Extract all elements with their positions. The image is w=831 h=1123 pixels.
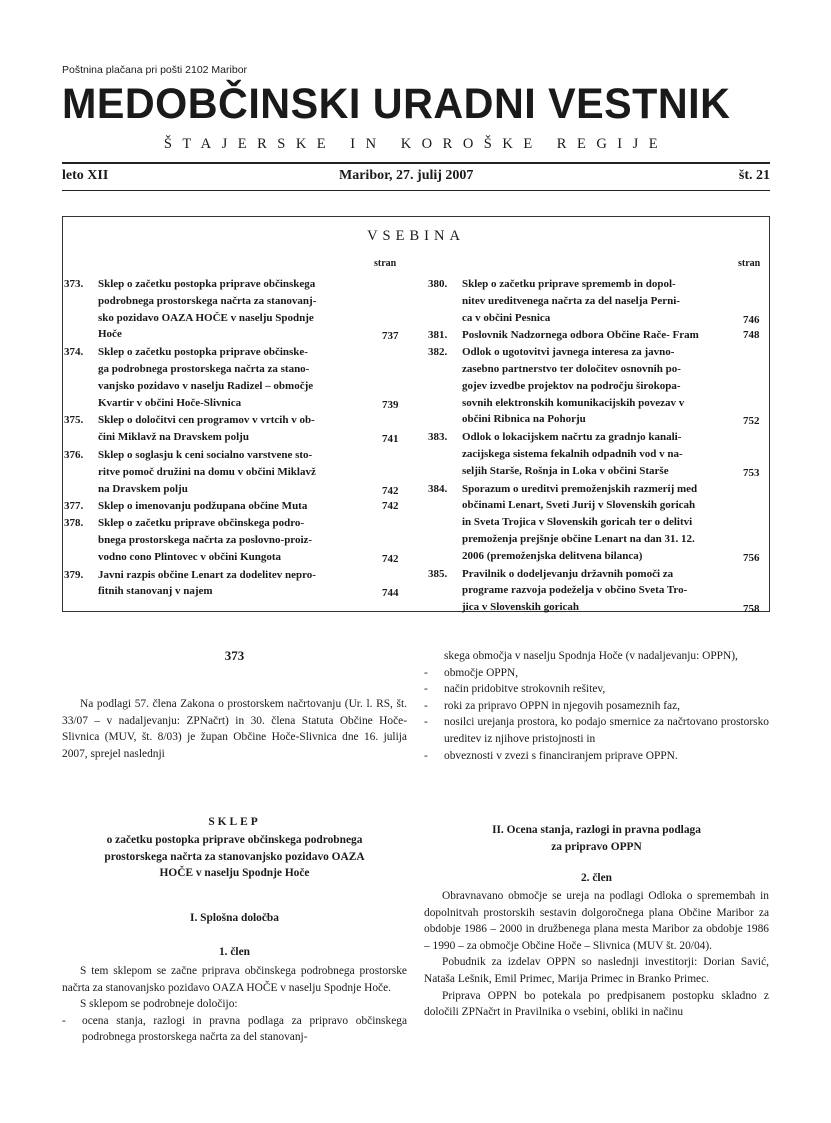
toc-entry-page: 741 [382,433,399,446]
header-rule-top [62,162,770,164]
list-item: - roki za pripravo OPPN in njegovih posameznih faz, [424,699,680,712]
list-item-text: nosilci urejanja prostora, ko podajo smernice za načrtovano prostorsko ureditev iz njihove pristojnosti in [444,716,769,745]
toc-entry-text: Sklep o začetku priprave občinskega podro- [98,517,305,530]
toc-entry-text: Javni razpis občine Lenart za dodelitev nepro- [98,568,316,581]
toc-entry-text: zasebno partnerstvo ter določitev osnovnih po- [462,362,681,375]
toc-entry-text: gojev izvedbe projektov na področju širokopa- [462,379,681,392]
toc-stran-label-left: stran [374,258,397,269]
toc-entry-text: jica v Slovenskih goricah [462,601,580,614]
section-1-heading: I. Splošna določba [190,912,279,924]
toc-entry-page: 758 [743,603,760,616]
toc-entry-text: premoženja prejšnje občine Lenart na dan 31. 12. [462,532,695,545]
toc-entry-text: bnega prostorskega načrta za poslovno-proiz- [98,533,313,546]
toc-title: VSEBINA [367,228,465,244]
toc-entry-page: 752 [743,415,760,428]
toc-entry-text: zacijskega sistema fekalnih odpadnih vod v na- [462,447,683,460]
list-item: - nosilci urejanja prostora, ko podajo smernice za načrtovano prostorsko ureditev iz njihove pristojnosti in [424,716,769,745]
list-item-text: obveznosti v zvezi s financiranjem priprave OPPN. [444,749,678,762]
toc-stran-label-right: stran [738,258,761,269]
toc-entry-text: Odlok o ugotovitvi javnega interesa za javno- [462,346,675,359]
toc-entry-text: Sklep o začetku postopka priprave občinskega [98,278,316,290]
toc-entry-text: ritve pomoč družini na domu v občini Miklavž [98,465,316,478]
toc-entry-text: 2006 (premoženjska delitvena bilanca) [462,549,643,562]
toc-entry-number: 379. [64,568,84,581]
toc-entry-text: Sklep o določitvi cen programov v vrtcih v ob- [98,414,315,427]
clen-2-body [424,888,769,1021]
list-item-text: način pridobitve strokovnih rešitev, [444,683,606,696]
clen-2-paragraph: Priprava OPPN bo potekala po predpisanem postopku skladno z določili ZPNačrt in Pravilnika o vsebini, obliki in načinu [424,989,769,1019]
toc-entry-text: sko pozidavo OAZA HOČE v naselju Spodnje [98,311,314,324]
list-item: - obveznosti v zvezi s financiranjem priprave OPPN. [424,749,678,762]
clen-1-heading: 1. člen [218,946,250,958]
toc-entry-text: Sklep o imenovanju podžupana občine Muta [98,500,308,513]
toc-entry-page: 756 [743,551,760,564]
toc-entry-text: Kvartir v občini Hoče-Slivnica [98,396,242,409]
toc-entry-text: Sklep o soglasju k ceni socialno varstvene sto- [98,449,313,461]
masthead-title: MEDOBČINSKI URADNI VESTNIK [62,80,731,128]
toc-entry-text: Sporazum o ureditvi premoženjskih razmerij med [462,482,698,495]
toc-entry-number: 381. [428,329,448,342]
toc-entry-page: 742 [382,552,399,565]
toc-entry-text: čini Miklavž na Dravskem polju [98,431,249,444]
toc-entry-text: seljih Starše, Rošnja in Loka v občini Starše [462,464,669,477]
toc-entry-number: 374. [64,346,84,359]
toc-entry-number: 385. [428,567,448,580]
issue-number: št. 21 [738,168,770,183]
toc-entry-text: Hoče [98,328,122,341]
section-2-heading [424,822,769,855]
postage-note: Poštnina plačana pri pošti 2102 Maribor [62,64,248,76]
list-item-text: roki za pripravo OPPN in njegovih posameznih faz, [444,699,680,712]
issue-year: leto XII [62,168,109,183]
sklep-subtitle-line: HOČE v naselju Spodnje Hoče [159,867,310,880]
toc-entry-text: Sklep o začetku priprave sprememb in dopol- [462,278,676,290]
toc-entry-number: 373. [64,278,84,290]
article-intro: Na podlagi 57. člena Zakona o prostorskem načrtovanju (Ur. l. RS, št. 33/07 – v nadaljevanju: ZPNačrt) in 30. člena Statuta Občine Hoče-Slivnica (MUV, št. 8/03) je župan Občine Hoče-Slivnica dne 16. julija 2007, sprejel naslednji [62,698,407,760]
toc-entry-page: 753 [743,466,760,479]
clen-1-paragraph: S tem sklepom se začne priprava občinskega podrobnega prostorske načrta za stanovanjsko pozidavo OAZA HOČE v naselju Spodnje Hoče. [62,965,407,994]
header-rule-bottom [62,190,770,191]
toc-entry-text: podrobnega prostorskega načrta za stanovanj- [98,294,317,307]
toc-entry-text: Sklep o začetku postopka priprave občinske- [98,346,308,359]
toc-entry-page: 746 [743,313,760,326]
toc-entry-number: 375. [64,414,84,427]
toc-entry-text: fitnih stanovanj v najem [98,585,213,598]
clen-2-paragraph: Obravnavano območje se ureja na podlagi Odloka o spremembah in dopolnitvah prostorskih sestavin dolgoročnega plana Občine Maribor za obdobje 1986 – 2000 in družbenega plana mesta Maribor za obdobje 1986 – 1990 – za območje Občine Hoče – Slivnica (MUV št. 20/04). [424,890,769,952]
toc-entry-text: vanjsko pozidavo v naselju Radizel – območje [98,379,314,392]
toc-entry-number: 376. [64,449,84,461]
toc-entry-text: sovnih elektronskih komunikacijskih povezav v [462,396,685,409]
clen-1-list-text: ocena stanja, razlogi in pravna podlaga za pripravo občinskega podrobnega prostorskega načrta za del stanovanj- [82,1014,407,1044]
toc-entry-text: vodno cono Plintovec v občini Kungota [98,550,282,563]
toc-entry-page: 737 [382,330,399,343]
toc-entry-number: 383. [428,431,448,444]
toc-entry-text: na Dravskem polju [98,482,188,495]
toc-entry-page: 742 [382,484,399,497]
toc-entry-number: 382. [428,346,448,359]
list-item: - način pridobitve strokovnih rešitev, [424,683,606,696]
toc-entry-text: ga podrobnega prostorskega načrta za stano- [98,362,310,375]
toc-entry-text: Pravilnik o dodeljevanju državnih pomoči za [462,567,674,580]
toc-entry-text: občinami Lenart, Sveti Jurij v Slovenskih goricah [462,499,696,512]
toc-entry-page: 739 [382,398,399,411]
clen-1-list-item: - ocena stanja, razlogi in pravna podlaga za pripravo občinskega podrobnega prostorskega načrta za del stanovanj- [62,1014,407,1044]
issue-date: Maribor, 27. julij 2007 [339,168,474,183]
list-continuation: skega območja v naselju Spodnja Hoče (v nadaljevanju: OPPN), [444,650,738,662]
toc-entry-page: 744 [382,587,399,600]
clen-2-paragraph: Pobudnik za izdelav OPPN so naslednji investitorji: Dorian Savić, Nataša Lešnik, Emil Primec, Marija Primec in Branko Primec. [424,956,769,985]
toc-entry-number: 377. [64,500,84,513]
toc-entry-number: 378. [64,517,84,530]
sklep-subtitle-line: prostorskega načrta za stanovanjsko pozidavo OAZA [104,850,365,863]
toc-entry-text: občini Ribnica na Pohorju [462,413,586,426]
toc-entry-number: 384. [428,482,448,495]
sklep-subtitle [62,832,407,882]
toc-entry-page: 742 [382,500,399,513]
toc-entry-text: ca v občini Pesnica [462,311,551,324]
toc-entry-text: Poslovnik Nadzornega odbora Občine Rače- Fram [462,329,699,342]
clen-1-paragraph: S sklepom se podrobneje določijo: [80,998,238,1011]
toc-entry-number: 380. [428,278,448,290]
list-item-text: območje OPPN, [444,666,519,679]
toc-entry-text: Odlok o lokacijskem načrtu za gradnjo kanali- [462,431,682,444]
section-2-heading-line: za pripravo OPPN [551,840,642,853]
toc-entry-text: nitev ureditvenega načrta za del naselja Perni- [462,294,680,307]
clen-1-body [62,963,407,1046]
list-item: - območje OPPN, [424,666,519,679]
toc-entry-text: in Sveta Trojica v Slovenskih goricah ter o delitvi [462,516,693,529]
sklep-title: SKLEP [208,816,261,828]
article-number: 373 [224,648,245,663]
section-2-heading-line: II. Ocena stanja, razlogi in pravna podlaga [492,824,701,836]
masthead-subtitle: ŠTAJERSKE IN KOROŠKE REGIJE [163,136,669,152]
toc-entry-page: 748 [743,329,760,342]
right-column-list [424,648,769,764]
clen-2-heading: 2. člen [580,872,612,884]
toc-entry-text: programe razvoja podeželja v občino Sveta Tro- [462,584,688,597]
sklep-subtitle-line: o začetku postopka priprave občinskega podrobnega [106,834,363,846]
